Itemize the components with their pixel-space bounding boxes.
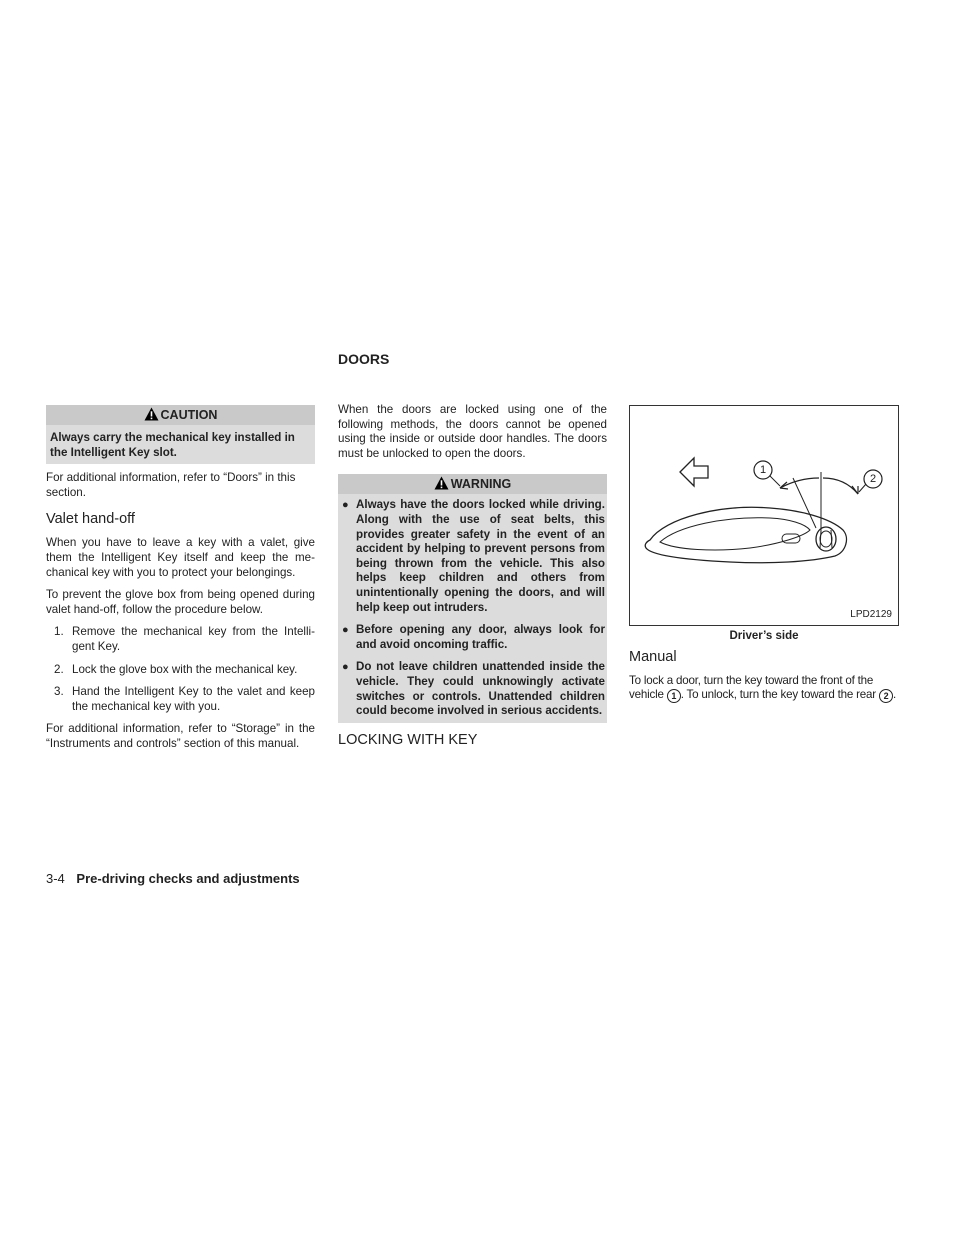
section-title: Pre-driving checks and adjustments (76, 871, 300, 886)
circled-number-1: 1 (667, 689, 681, 703)
doors-reference-text: For additional information, refer to “Doors” in this section. (46, 471, 296, 499)
caution-header: CAUTION (46, 405, 315, 425)
list-item: 2. Lock the glove box with the mechanical key. (54, 662, 298, 676)
right-column (629, 405, 899, 711)
valet-paragraph-2: To prevent the glove box from being opened during valet hand-off, follow the procedure below. (46, 588, 315, 616)
warning-header: WARNING (338, 474, 607, 494)
caution-box (46, 405, 315, 464)
warning-box (338, 474, 607, 722)
list-item: ● Always have the doors locked while driving. Along with the use of seat belts, this provides greater safety in the event of an accident by helping to prevent persons from being thrown from the vehicle. This also helps keep children and others from unintentionally opening the doors, and will help keep out intruders. (342, 498, 605, 614)
valet-steps-list (46, 625, 315, 714)
figure-label-1: 1 (759, 464, 767, 476)
storage-reference-text: For additional information, refer to “Storage” in the “Instruments and controls” section of this manual. (46, 722, 315, 750)
list-item: ● Before opening any door, always look for and avoid oncoming traffic. (342, 623, 605, 651)
warning-triangle-icon (434, 476, 449, 490)
doors-intro-text: When the doors are locked using one of the following methods, the doors cannot be opened using the inside or outside door handles. The doors must be unlocked to open the doors. (338, 403, 607, 460)
page-number: 3-4 (46, 871, 65, 886)
warning-body (338, 494, 607, 722)
manual-text: To lock a door, turn the key toward the front of the vehicle 1 . To unlock, turn the key toward the rear 2 . (629, 673, 896, 702)
list-item: 3. Hand the Intelligent Key to the valet and keep the mechanical key with you. (54, 685, 315, 713)
page-footer (46, 871, 300, 886)
figure-code: LPD2129 (850, 609, 892, 621)
figure-caption: Driver’s side (729, 630, 799, 642)
manual-heading: Manual (629, 648, 677, 665)
list-item: ● Do not leave children unattended inside the vehicle. They could unknowingly activate switches or controls. Unattended children could become involved in serious accidents. (342, 660, 605, 718)
page-title: DOORS (338, 351, 390, 367)
middle-column (338, 403, 607, 757)
warning-triangle-icon (144, 407, 159, 421)
door-handle-key-icon (630, 406, 898, 625)
figure-label-2: 2 (869, 473, 877, 485)
valet-heading: Valet hand-off (46, 511, 135, 528)
valet-paragraph-1: When you have to leave a key with a valet, give them the Intelligent Key itself and keep the mechanical key with you to protect your belongings. (46, 536, 315, 579)
left-column (46, 405, 315, 760)
circled-number-2: 2 (879, 689, 893, 703)
door-handle-figure (629, 405, 899, 626)
list-item: 1. Remove the mechanical key from the Intelligent Key. (54, 625, 315, 653)
caution-text: Always carry the mechanical key installed in the Intelligent Key slot. (46, 425, 315, 464)
locking-with-key-heading: LOCKING WITH KEY (338, 731, 478, 748)
warning-list (338, 494, 607, 722)
